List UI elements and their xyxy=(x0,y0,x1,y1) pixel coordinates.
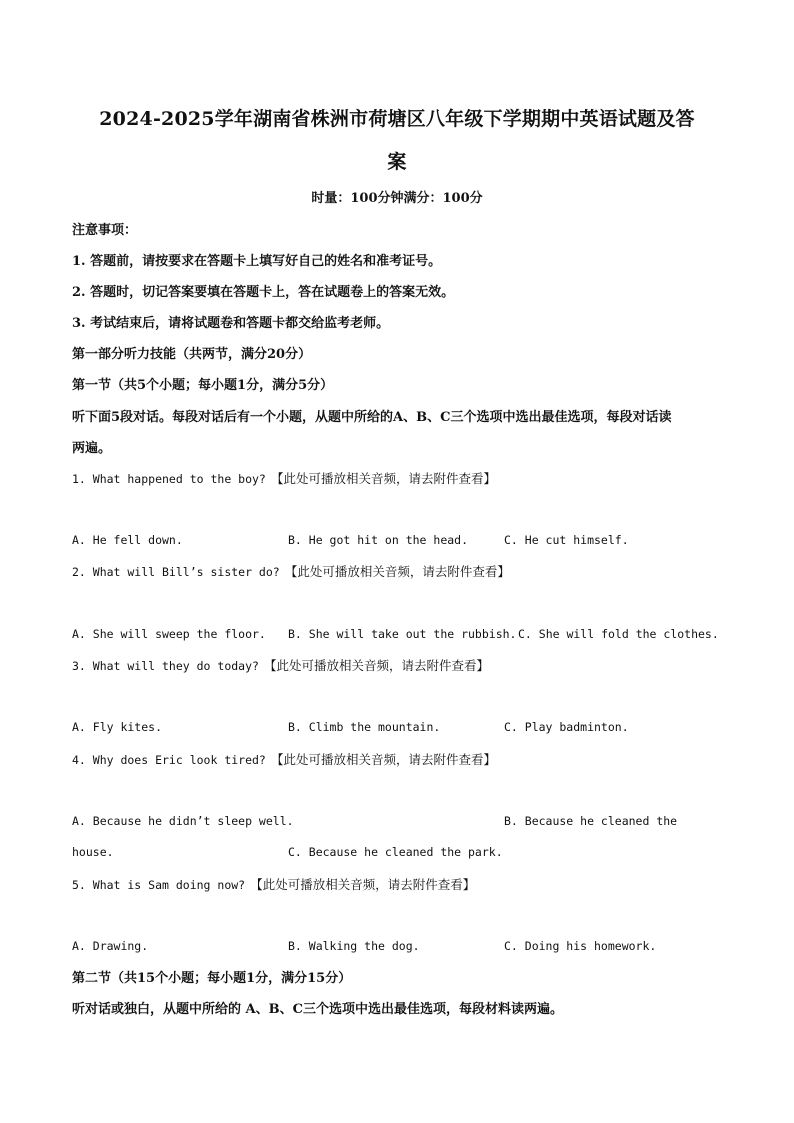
notes-heading: 注意事项： xyxy=(72,223,138,238)
option-b: B. Climb the mountain. xyxy=(288,720,441,734)
question-text: 5. What is Sam doing now? xyxy=(72,878,246,892)
option-a: A. Drawing. xyxy=(72,939,149,953)
question-1 xyxy=(72,468,496,487)
section2-instruction: 听对话或独白，从题中所给的 A、B、C三个选项中选出最佳选项，每段材料读两遍。 xyxy=(72,1002,563,1017)
audio-note: 【此处可播放相关音频，请去附件查看】 xyxy=(250,877,476,892)
option-c: C. Play badminton. xyxy=(504,720,629,734)
section1-heading: 第一节（共5个小题；每小题1分，满分5分） xyxy=(72,378,334,393)
question-2 xyxy=(72,561,510,580)
option-b: B. Walking the dog. xyxy=(288,939,420,953)
question-text: 1. What happened to the boy? xyxy=(72,472,266,486)
note-item-1: 1. 答题前，请按要求在答题卡上填写好自己的姓名和准考证号。 xyxy=(72,254,442,269)
option-c: C. Because he cleaned the park. xyxy=(288,845,503,859)
option-b-continued: house. xyxy=(72,845,114,859)
note-item-2: 2. 答题时，切记答案要填在答题卡上，答在试题卷上的答案无效。 xyxy=(72,285,455,300)
option-c: C. He cut himself. xyxy=(504,533,629,547)
audio-note: 【此处可播放相关音频，请去附件查看】 xyxy=(270,752,496,767)
audio-note: 【此处可播放相关音频，请去附件查看】 xyxy=(284,564,510,579)
part1-heading: 第一部分听力技能（共两节，满分20分） xyxy=(72,347,312,362)
option-b: B. He got hit on the head. xyxy=(288,533,469,547)
document-title-line2: 案 xyxy=(387,151,407,173)
question-text: 4. Why does Eric look tired? xyxy=(72,753,266,767)
option-a: A. Fly kites. xyxy=(72,720,163,734)
note-item-3: 3. 考试结束后，请将试题卷和答题卡都交给监考老师。 xyxy=(72,316,390,331)
question-text: 3. What will they do today? xyxy=(72,659,259,673)
option-a: A. Because he didn’t sleep well. xyxy=(72,814,294,828)
option-c: C. She will fold the clothes. xyxy=(518,627,719,641)
option-b: B. She will take out the rubbish. xyxy=(288,627,517,641)
question-3 xyxy=(72,655,489,674)
audio-note: 【此处可播放相关音频，请去附件查看】 xyxy=(264,658,490,673)
section1-instruction-line1: 听下面5段对话。每段对话后有一个小题，从题中所给的A、B、C三个选项中选出最佳选项，每段对话读 xyxy=(72,410,672,425)
section2-heading: 第二节（共15个小题；每小题1分，满分15分） xyxy=(72,971,352,986)
question-4 xyxy=(72,749,496,768)
option-a: A. He fell down. xyxy=(72,533,183,547)
audio-note: 【此处可播放相关音频，请去附件查看】 xyxy=(270,471,496,486)
option-c: C. Doing his homework. xyxy=(504,939,657,953)
question-text: 2. What will Bill’s sister do? xyxy=(72,565,280,579)
section1-instruction-line2: 两遍。 xyxy=(72,441,112,456)
question-5 xyxy=(72,874,475,893)
exam-time-info: 时量：100分钟满分：100分 xyxy=(311,191,483,206)
document-title-line1: 2024-2025学年湖南省株洲市荷塘区八年级下学期期中英语试题及答 xyxy=(99,108,695,130)
option-a: A. She will sweep the floor. xyxy=(72,627,266,641)
option-b: B. Because he cleaned the xyxy=(504,814,678,828)
